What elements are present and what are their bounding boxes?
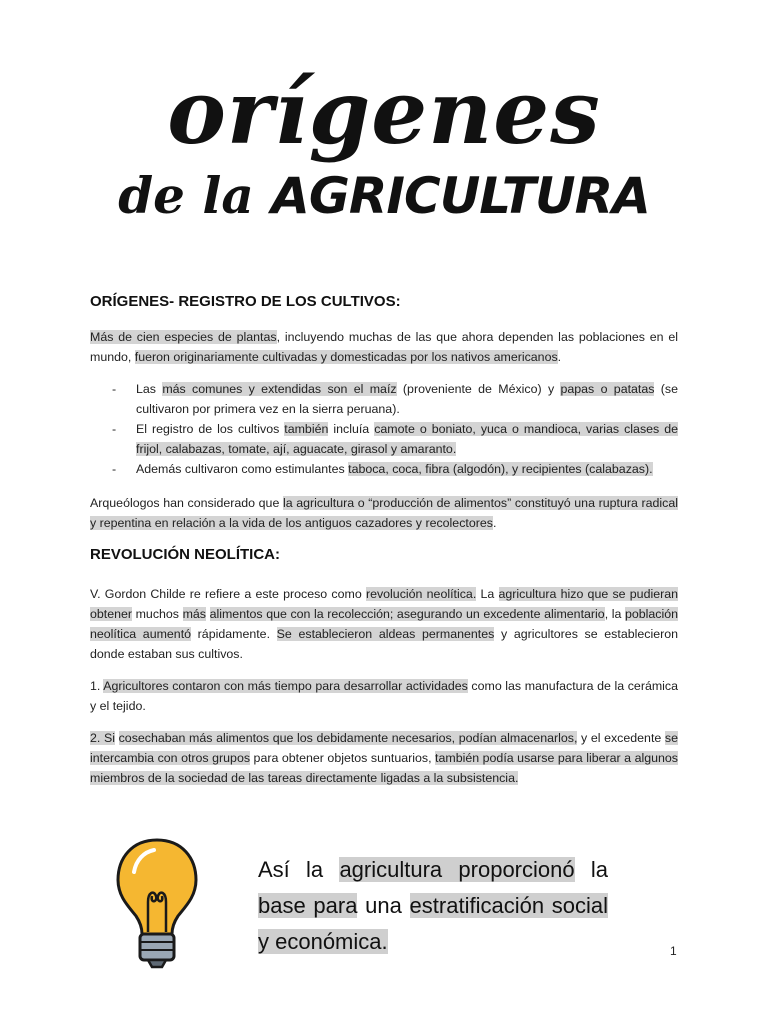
text-run: La — [476, 587, 499, 601]
highlighted-text: estratificación social y económica. — [258, 893, 608, 954]
highlighted-text: la agricultura o “producción de alimentos” constituyó una ruptura radical y repentina en relación a la vida de los antiguos cazadores y recolectores — [90, 496, 678, 530]
paragraph — [90, 728, 678, 788]
paragraph — [90, 676, 678, 716]
highlighted-text: camote o boniato, yuca o mandioca, varias clases de frijol, calabazas, tomate, ají, aguacate, girasol y amaranto. — [136, 422, 679, 456]
text-run: y el excedente — [577, 731, 665, 745]
text-run: una — [357, 893, 410, 918]
lightbulb-icon — [112, 832, 202, 972]
highlighted-text: fueron originariamente cultivadas y domesticadas por los nativos americanos — [134, 350, 558, 364]
paragraph — [90, 493, 678, 533]
highlighted-text: papas o patatas — [560, 382, 655, 396]
paragraph — [90, 584, 678, 664]
subtitle-caps: AGRICULTURA — [271, 167, 650, 225]
text-run: (proveniente de México) y — [396, 382, 561, 396]
highlighted-text: Agricultores contaron con más tiempo para desarrollar actividades — [103, 679, 468, 693]
bullet-dash: - — [112, 422, 117, 436]
text-run: rápidamente. — [191, 627, 277, 641]
text-run: muchos — [132, 607, 183, 621]
highlighted-text: revolución neolítica. — [365, 587, 477, 601]
text-run: Las — [136, 382, 163, 396]
text-run: la — [574, 857, 608, 882]
highlighted-text: taboca, coca, fibra (algodón), y recipientes (calabazas). — [348, 462, 653, 476]
text-run: incluía — [328, 422, 375, 436]
text-run: (se cultivaron por primera vez en la sierra peruana). — [136, 382, 678, 416]
highlighted-text: agricultura hizo que se pudieran obtener — [90, 587, 679, 621]
text-run: como las manufactura de la cerámica y el tejido. — [90, 679, 679, 713]
text-run: para obtener objetos suntuarios, — [250, 751, 436, 765]
page-number: 1 — [670, 944, 677, 958]
text-run: V. Gordon Childe re refiere a este proceso como — [90, 587, 366, 601]
highlighted-text: más comunes y extendidas son el maíz — [162, 382, 397, 396]
highlighted-text: Se establecieron aldeas permanentes — [276, 627, 495, 641]
bullet-item — [90, 379, 678, 419]
text-run: Arqueólogos han considerado que — [90, 496, 283, 510]
highlighted-text: también podía usarse para liberar a algunos miembros de la sociedad de las tareas directamente ligadas a la subsistencia. — [90, 751, 678, 785]
highlighted-text: base para — [258, 893, 358, 918]
text-run: . — [557, 350, 562, 364]
highlighted-text: agricultura proporcionó — [339, 857, 575, 882]
text-run: . — [492, 516, 497, 530]
subtitle-prefix: de la — [118, 166, 272, 225]
paragraph — [90, 327, 678, 367]
text-run: , la — [604, 607, 625, 621]
section-heading-origins: ORÍGENES- REGISTRO DE LOS CULTIVOS: — [90, 293, 401, 310]
text-run: , incluyendo muchas de las que ahora dependen las poblaciones en el mundo, — [90, 330, 678, 364]
bullet-item — [90, 459, 678, 479]
highlighted-text: cosechaban más alimentos que los debidamente necesarios, podían almacenarlos, — [118, 731, 578, 745]
page-subtitle — [0, 164, 768, 228]
text-run: 1. — [90, 679, 104, 693]
text-run: y agricultores se establecieron donde estaban sus cultivos. — [90, 627, 678, 661]
page-title: orígenes — [167, 60, 601, 164]
bullet-item — [90, 419, 678, 459]
bullet-dash: - — [112, 462, 117, 476]
text-run: Así la — [258, 857, 340, 882]
highlighted-text: 2. Si — [90, 731, 115, 745]
section-heading-neolithic: REVOLUCIÓN NEOLÍTICA: — [90, 546, 280, 563]
text-run: El registro de los cultivos — [136, 422, 285, 436]
highlighted-text: alimentos que con la recolección; asegurando un excedente alimentario — [209, 607, 605, 621]
closing-quote — [258, 852, 608, 960]
highlighted-text: más — [182, 607, 206, 621]
bullet-dash: - — [112, 382, 117, 396]
bullet-list — [90, 379, 678, 479]
highlighted-text: Más de cien especies de plantas — [90, 330, 277, 344]
highlighted-text: también — [284, 422, 329, 436]
text-run: Además cultivaron como estimulantes — [136, 462, 349, 476]
highlighted-text: se intercambia con otros grupos — [90, 731, 678, 765]
highlighted-text: población neolítica aumentó — [90, 607, 678, 641]
